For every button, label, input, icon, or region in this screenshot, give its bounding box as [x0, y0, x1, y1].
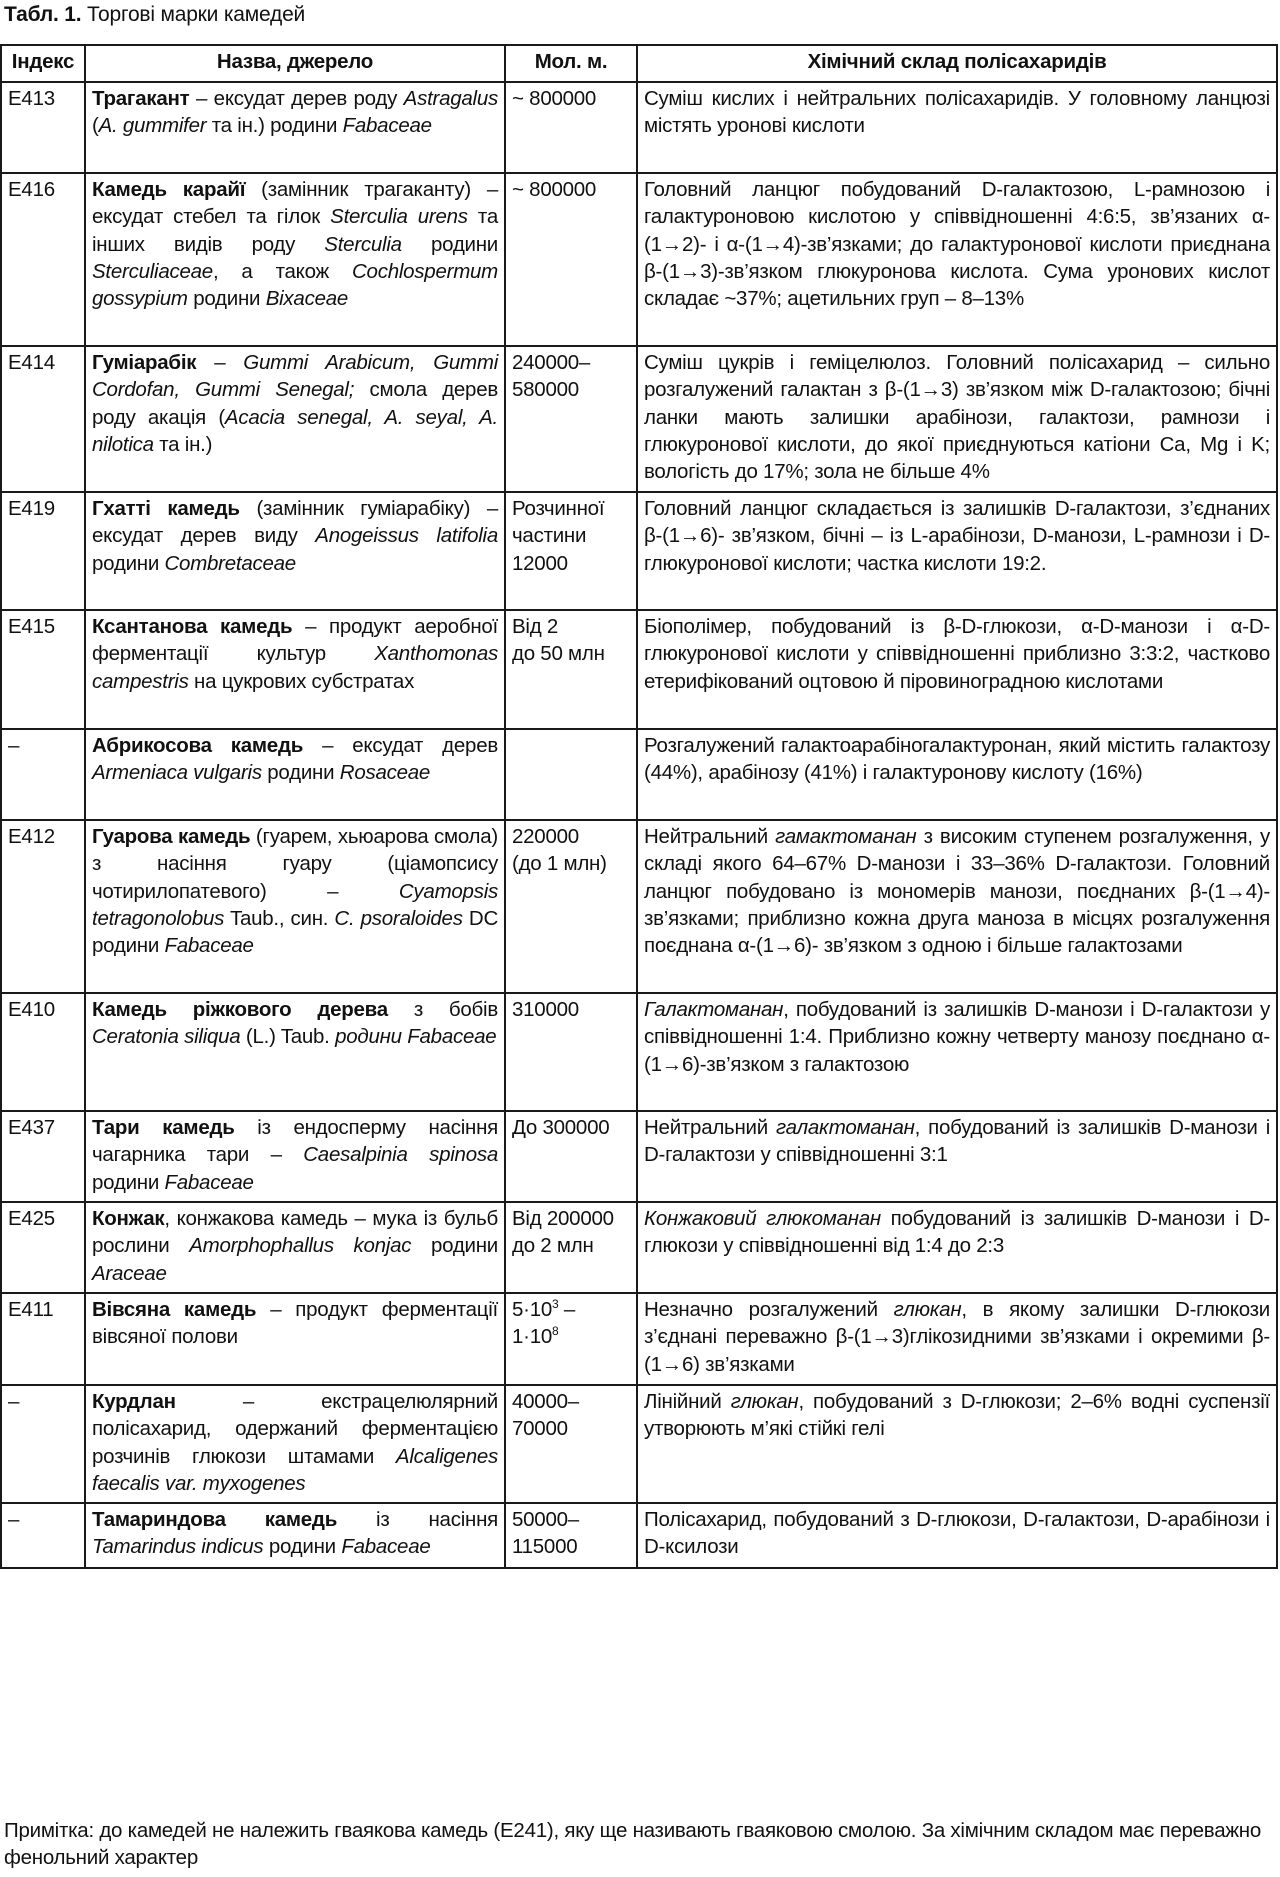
- cell-name-source: Курдлан – екстрацелюлярний полісахарид, одержаний ферментацією розчинів глюкози штамами Alcaligenes faecalis var. myxogenes: [85, 1385, 505, 1503]
- cell-index: E416: [1, 173, 85, 346]
- cell-chemical-composition: Нейтральний гамактоманан з високим ступенем розгалуження, у складі якого 64–67% D-манози і 33–36% D-галактози. Головний ланцюг побудовано із мономерів манози, поєднаних β-(1→4)- зв’язками; приблизно кожна друга маноза в місцях розгалуження поєднана α-(1→6)- зв’язком з одною і більше галактозами: [637, 820, 1277, 993]
- cell-name-source: Гуарова камедь (гуарем, хьюарова смола) з насіння гуару (ціамопсису чотирилопатевого) – Cyamopsis tetragonolobus Taub., син. C. psoraloides DC родини Fabaceae: [85, 820, 505, 993]
- table-row: [1, 346, 1277, 492]
- cell-chemical-composition: Галактоманан, побудований із залишків D-манози і D-галактози у співвідношенні 1:4. Приблизно кожну четверту манозу поєднано α-(1→6)-зв’язком з галактозою: [637, 993, 1277, 1111]
- table-row: [1, 993, 1277, 1111]
- table-row: [1, 1202, 1277, 1293]
- cell-molecular-mass: 310000: [505, 993, 637, 1111]
- cell-index: E415: [1, 610, 85, 729]
- cell-name-source: Трагакант – ексудат дерев роду Astragalus (A. gummifer та ін.) родини Fabaceae: [85, 82, 505, 173]
- cell-name-source: Ксантанова камедь – продукт аеробної ферментації культур Xanthomonas campestris на цукрових субстратах: [85, 610, 505, 729]
- cell-chemical-composition: Суміш цукрів і геміцелюлоз. Головний полісахарид – сильно розгалужений галактан з β-(1→3) зв’язком між D-галактозою; бічні ланки мають залишки арабінози, галактози, рамнози і глюкуронової кислоти, до якої приєднуються катіони Ca, Mg і K; вологість до 17%; зола не більше 4%: [637, 346, 1277, 492]
- cell-name-source: Конжак, конжакова камедь – мука із бульб рослини Amorphophallus konjac родини Araceae: [85, 1202, 505, 1293]
- table-caption-title: Торгові марки камедей: [87, 3, 306, 26]
- cell-index: E411: [1, 1293, 85, 1385]
- table-footnote: Примітка: до камедей не належить гваякова камедь (E241), яку ще називають гваяковою смолою. За хімічним складом має переважно фенольний характер: [4, 1819, 1262, 1869]
- table-header-row: [1, 45, 1277, 82]
- table-row: [1, 729, 1277, 820]
- cell-index: –: [1, 1385, 85, 1503]
- cell-name-source: Тари камедь із ендосперму насіння чагарника тари – Caesalpinia spinosa родини Fabaceae: [85, 1111, 505, 1202]
- cell-molecular-mass: 220000 (до 1 млн): [505, 820, 637, 993]
- cell-molecular-mass: Від 200000 до 2 млн: [505, 1202, 637, 1293]
- cell-molecular-mass: До 300000: [505, 1111, 637, 1202]
- cell-index: E412: [1, 820, 85, 993]
- cell-name-source: Камедь карайї (замінник трагаканту) – ексудат стебел та гілок Sterculia urens та інших видів роду Sterculia родини Sterculiaceae, а також Cochlospermum gossypium родини Bixaceae: [85, 173, 505, 346]
- cell-index: E419: [1, 492, 85, 610]
- table-caption: [4, 2, 305, 28]
- table-row: [1, 492, 1277, 610]
- cell-index: E425: [1, 1202, 85, 1293]
- cell-molecular-mass: [505, 729, 637, 820]
- cell-molecular-mass: Від 2 до 50 млн: [505, 610, 637, 729]
- cell-chemical-composition: Головний ланцюг побудований D-галактозою, L-рамнозою і галактуроновою кислотою у співвідношенні 4:6:5, зв’язаних α-(1→2)- і α-(1→4)-зв’язками; до галактуронової кислоти приєднана β-(1→3)-зв’язком глюкуронова кислота. Сума уронових кислот складає ~37%; ацетильних груп – 8–13%: [637, 173, 1277, 346]
- cell-molecular-mass: $5\cdot 10^3$ – $1\cdot 10^8$: [505, 1293, 637, 1385]
- cell-molecular-mass: 50000– 115000: [505, 1503, 637, 1568]
- cell-name-source: Вівсяна камедь – продукт ферментації вівсяної полови: [85, 1293, 505, 1385]
- cell-index: E414: [1, 346, 85, 492]
- header-name-source: Назва, джерело: [85, 45, 505, 82]
- table-caption-label: Табл. 1.: [4, 3, 82, 26]
- cell-chemical-composition: Конжаковий глюкоманан побудований із залишків D-манози і D-глюкози у співвідношенні від 1:4 до 2:3: [637, 1202, 1277, 1293]
- cell-index: –: [1, 1503, 85, 1568]
- table-body: [1, 82, 1277, 1568]
- cell-molecular-mass: 40000– 70000: [505, 1385, 637, 1503]
- cell-molecular-mass: Розчинної частини 12000: [505, 492, 637, 610]
- cell-chemical-composition: Головний ланцюг складається із залишків D-галактози, з’єднаних β-(1→6)- зв’язком, бічні – із L-арабінози, D-манози, L-рамнози і D-глюкуронової кислоти; частка кислоти 19:2.: [637, 492, 1277, 610]
- cell-chemical-composition: Лінійний глюкан, побудований з D-глюкози; 2–6% водні суспензії утворюють м’які стійкі гелі: [637, 1385, 1277, 1503]
- table-row: [1, 820, 1277, 993]
- cell-name-source: Камедь ріжкового дерева з бобів Ceratonia siliqua (L.) Taub. родини Fabaceae: [85, 993, 505, 1111]
- cell-molecular-mass: ~ 800000: [505, 173, 637, 346]
- cell-chemical-composition: Розгалужений галактоарабіногалактуронан, який містить галактозу (44%), арабінозу (41%) і галактуронову кислоту (16%): [637, 729, 1277, 820]
- header-index: Індекс: [1, 45, 85, 82]
- table-row: [1, 1293, 1277, 1385]
- cell-chemical-composition: Нейтральний галактоманан, побудований із залишків D-манози і D-галактози у співвідношенні 3:1: [637, 1111, 1277, 1202]
- cell-molecular-mass: 240000– 580000: [505, 346, 637, 492]
- cell-index: E437: [1, 1111, 85, 1202]
- cell-name-source: Абрикосова камедь – ексудат дерев Armeniaca vulgaris родини Rosaceae: [85, 729, 505, 820]
- table-row: [1, 610, 1277, 729]
- header-molecular-mass: Мол. м.: [505, 45, 637, 82]
- table-row: [1, 173, 1277, 346]
- table-row: [1, 82, 1277, 173]
- cell-index: E410: [1, 993, 85, 1111]
- cell-chemical-composition: Біополімер, побудований із β-D-глюкози, α-D-манози і α-D-глюкуронової кислоти у співвідношенні приблизно 3:3:2, частково етерифікований оцтовою й піровиноградною кислотами: [637, 610, 1277, 729]
- cell-molecular-mass: ~ 800000: [505, 82, 637, 173]
- header-chemical-composition: Хімічний склад полісахаридів: [637, 45, 1277, 82]
- cell-chemical-composition: Незначно розгалужений глюкан, в якому залишки D-глюкози з’єднані переважно β-(1→3)глікозидними зв’язками і окремими β-(1→6) зв’язками: [637, 1293, 1277, 1385]
- cell-chemical-composition: Полісахарид, побудований з D-глюкози, D-галактози, D-арабінози і D-ксилози: [637, 1503, 1277, 1568]
- table-row: [1, 1385, 1277, 1503]
- cell-chemical-composition: Суміш кислих і нейтральних полісахаридів. У головному ланцюзі містять уронові кислоти: [637, 82, 1277, 173]
- cell-name-source: Тамариндова камедь із насіння Tamarindus indicus родини Fabaceae: [85, 1503, 505, 1568]
- table-row: [1, 1111, 1277, 1202]
- gums-table: [0, 44, 1278, 1569]
- cell-index: –: [1, 729, 85, 820]
- cell-name-source: Гхатті камедь (замінник гуміарабіку) – ексудат дерев виду Anogeissus latifolia родини Combretaceae: [85, 492, 505, 610]
- cell-name-source: Гуміарабік – Gummi Arabicum, Gummi Cordofan, Gummi Senegal; смола дерев роду акація (Acacia senegal, A. seyal, A. nilotica та ін.): [85, 346, 505, 492]
- cell-index: E413: [1, 82, 85, 173]
- table-row: [1, 1503, 1277, 1568]
